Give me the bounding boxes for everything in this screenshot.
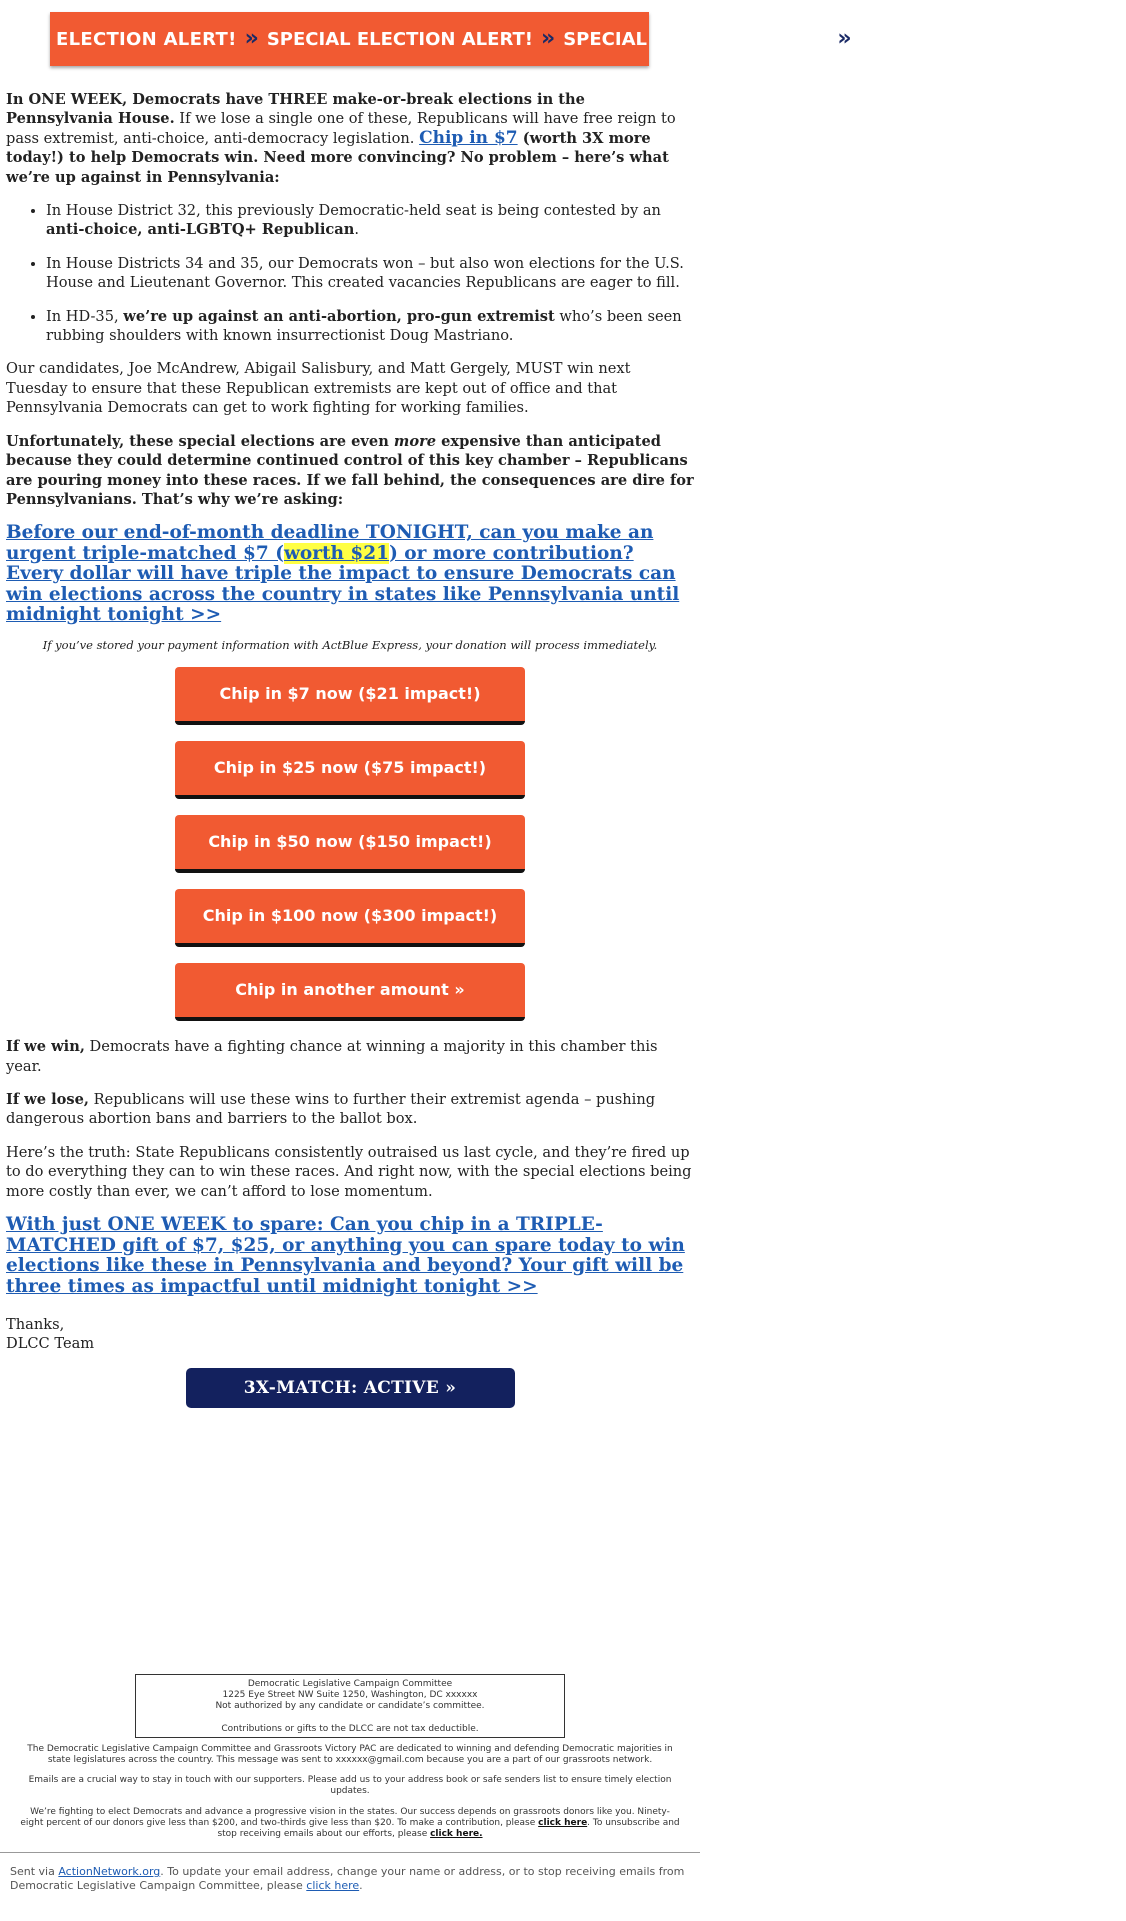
signoff-team: DLCC Team — [6, 1335, 95, 1353]
if-win-text: Democrats have a fighting chance at winning a majority in this chamber this year. — [6, 1038, 658, 1075]
banner-text-2: SPECIAL ELECTION ALERT! — [266, 29, 533, 50]
chevron-right-icon: » — [541, 26, 556, 51]
chevron-right-icon: » — [837, 26, 852, 51]
if-win-paragraph — [6, 1037, 694, 1076]
fighting-mid-text: . To unsubscribe and stop receiving emails about our efforts, please — [217, 1817, 680, 1840]
intro-bold-tail: (worth 3X more today!) to help Democrats win. Need more convincing? No problem – here’s what we’re up against in Pennsylvania: — [6, 129, 669, 186]
unfortunately-text-1: Unfortunately, these special elections are even — [6, 432, 394, 450]
bullet-text: In House District 32, this previously Democratic-held seat is being contested by an — [46, 202, 661, 220]
signoff-thanks: Thanks, — [6, 1316, 65, 1334]
big-link-text-1: Before our end-of-month deadline TONIGHT, can you make an urgent triple-matched $7 ( — [6, 522, 654, 564]
highlighted-worth: worth $21 — [283, 542, 390, 564]
email-body — [0, 90, 700, 1408]
sent-text: . To update your email address, change your name or address, or to stop receiving emails from Democratic Legislative Campaign Committee, please — [10, 1865, 685, 1892]
intro-paragraph — [6, 90, 694, 187]
chip-in-7-button[interactable]: Chip in $7 now ($21 impact!) — [175, 667, 525, 725]
bullet-text: In House Districts 34 and 35, our Democrats won – but also won elections for the U.S. House and Lieutenant Governor. This created vacancies Republicans are eager to fill. — [46, 254, 684, 292]
email-footer — [0, 1674, 700, 1840]
banner-text-1: ELECTION ALERT! — [56, 29, 237, 50]
truth-paragraph: Here’s the truth: State Republicans consistently outraised us last cycle, and they’re fired up to do everything they can to win these races. And right now, with the special elections being more costly than ever, we can’t afford to lose momentum. — [6, 1143, 692, 1200]
actblue-express-note: If you’ve stored your payment information with ActBlue Express, your donation will process immediately. — [42, 637, 658, 652]
if-lose-text: Republicans will use these wins to further their extremist agenda – pushing dangerous abortion bans and barriers to the ballot box. — [6, 1091, 656, 1128]
chip-in-7-link[interactable]: Chip in $7 — [419, 127, 518, 148]
sent-prefix: Sent via — [10, 1865, 59, 1878]
chip-in-25-button[interactable]: Chip in $25 now ($75 impact!) — [175, 741, 525, 799]
emails-paragraph: Emails are a crucial way to stay in touch with our supporters. Please add us to your address book or safe senders list to ensure timely election updates. — [28, 1775, 672, 1797]
list-item — [46, 307, 694, 346]
intro-bold-lead: In ONE WEEK, Democrats have THREE make-or-break elections in the Pennsylvania House. — [6, 91, 585, 128]
intro-text: If we lose a single one of these, Republicans will have free reign to pass extremist, anti-choice, anti-democracy legislation. — [6, 110, 676, 147]
chip-in-50-button[interactable]: Chip in $50 now ($150 impact!) — [175, 815, 525, 873]
banner-text-3: SPECIAL ELECTION ALERT! — [563, 29, 830, 50]
bullet-tail: who’s been seen rubbing shoulders with known insurrectionist Doug Mastriano. — [46, 307, 682, 345]
tax-note: Contributions or gifts to the DLCC are not tax deductible. — [221, 1723, 479, 1734]
dedicated-paragraph: The Democratic Legislative Campaign Committee and Grassroots Victory PAC are dedicated to winning and defending Democratic majorities in state legislatures across the country. This message was sent to xxxxxx@gmail.com because you are a part of our grassroots network. — [27, 1743, 673, 1766]
big-link-text-2: ) or more contribution? Every dollar will have triple the impact to ensure Democrats can win elections across the country in states like Pennsylvania until midnight tonight >> — [6, 542, 680, 626]
unfortunately-paragraph — [6, 432, 694, 510]
chip-in-100-button[interactable]: Chip in $100 now ($300 impact!) — [175, 889, 525, 947]
fighting-text: We’re fighting to elect Democrats and advance a progressive vision in the states. Our success depends on grassroots donors like you. Ninety-eight percent of our donors give less than $200, and two-thirds give less than $20. To make a contribution, please — [20, 1806, 670, 1828]
signoff — [6, 1315, 694, 1354]
list-item — [46, 201, 694, 240]
action-network-footer — [0, 1852, 700, 1893]
contribute-click-here-link[interactable]: click here — [538, 1817, 588, 1828]
match-active-button[interactable]: 3X-MATCH: ACTIVE » — [186, 1368, 515, 1408]
urgent-contribution-link[interactable] — [6, 523, 694, 626]
action-network-link[interactable]: ActionNetwork.org — [58, 1865, 161, 1878]
election-alert-banner — [50, 12, 1126, 66]
candidates-paragraph: Our candidates, Joe McAndrew, Abigail Salisbury, and Matt Gergely, MUST win next Tuesday to ensure that these Republican extremists are kept out of office and that Pennsylvania Democrats can get to work fighting for working families. — [6, 360, 631, 417]
fighting-paragraph — [20, 1807, 680, 1841]
if-lose-paragraph — [6, 1090, 694, 1129]
unfortunately-emphasis: more — [393, 432, 437, 450]
unsubscribe-click-here-link[interactable]: click here. — [430, 1829, 483, 1840]
unfortunately-text-2: expensive than anticipated because they could determine continued control of this key chamber – Republicans are pouring money into these races. If we fall behind, the consequences are dire for Pennsylvanians. That’s why we’re asking: — [6, 432, 694, 508]
bullet-bold: we’re up against an anti-abortion, pro-gun extremist — [123, 307, 555, 325]
org-name: Democratic Legislative Campaign Committee — [247, 1679, 453, 1689]
update-email-click-here-link[interactable]: click here — [306, 1879, 360, 1892]
triple-matched-gift-link[interactable]: With just ONE WEEK to spare: Can you chip in a TRIPLE-MATCHED gift of $7, $25, or anything you can spare today to win elections like these in Pennsylvania and beyond? Your gift will be three times as impactful until midnight tonight >> — [6, 1214, 685, 1297]
chip-in-other-amount-button[interactable]: Chip in another amount » — [175, 963, 525, 1021]
bullet-text: In HD-35, — [46, 307, 124, 325]
if-win-bold: If we win, — [6, 1038, 85, 1056]
donation-buttons — [6, 667, 694, 1021]
banner-text-4: SPECIAL ELECTION ALERT! — [859, 29, 1126, 50]
if-lose-bold: If we lose, — [6, 1091, 89, 1109]
address-box — [135, 1674, 565, 1738]
authorization-note: Not authorized by any candidate or candidate’s committee. — [215, 1701, 485, 1712]
list-item — [46, 254, 694, 293]
facts-list — [6, 201, 694, 345]
chevron-right-icon: » — [244, 26, 259, 51]
bullet-bold: anti-choice, anti-LGBTQ+ Republican — [46, 221, 355, 239]
org-address: 1225 Eye Street NW Suite 1250, Washington, DC xxxxxx — [222, 1690, 478, 1701]
sent-end: . — [359, 1879, 363, 1892]
bullet-tail: . — [354, 221, 359, 239]
